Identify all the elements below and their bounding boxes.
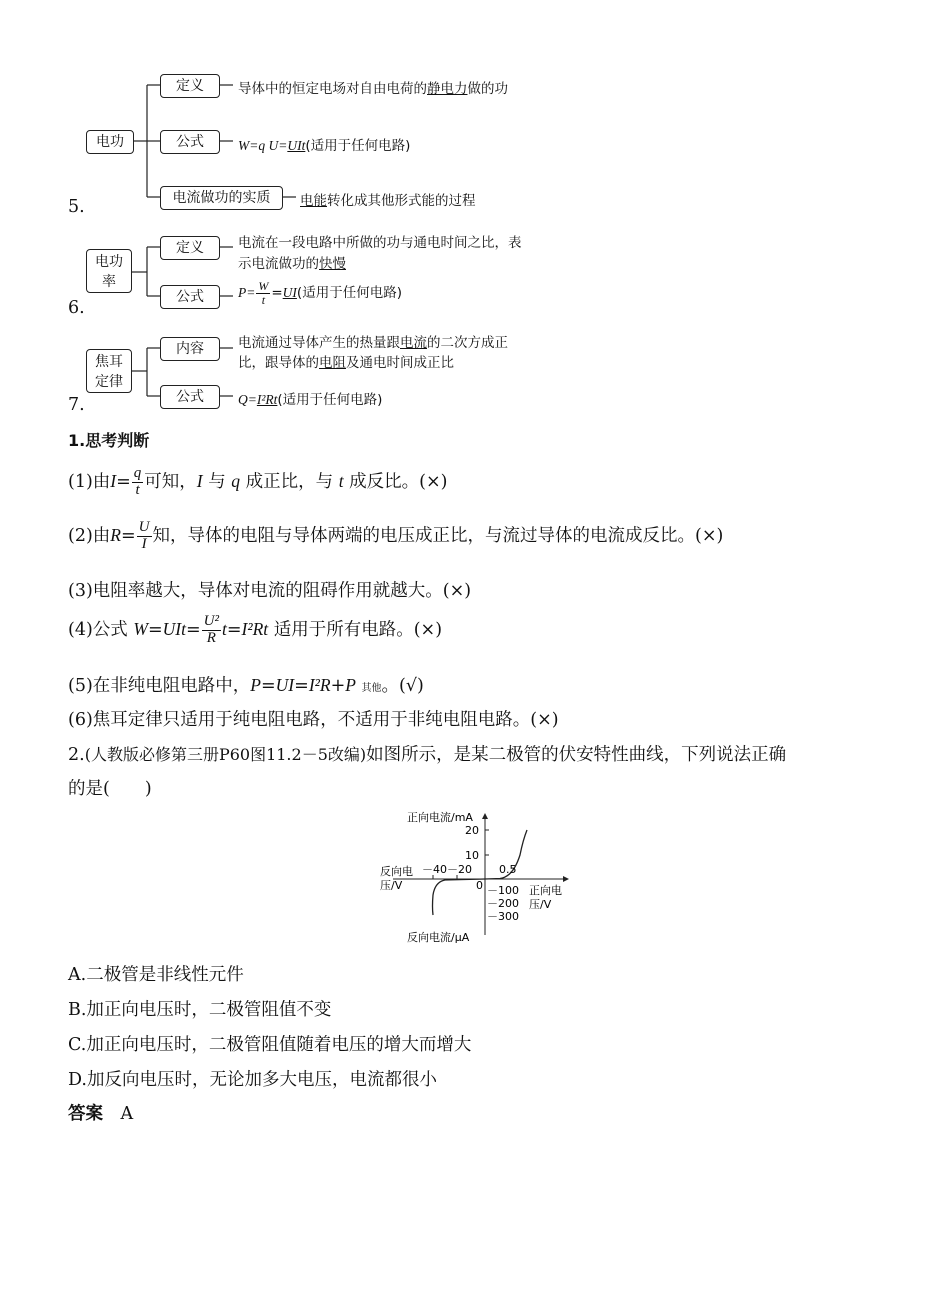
question-4: (4)公式 W=UIt= $\frac{\text{U²}}{R}$ t=I²Rt 适用于所有电路。(×)	[68, 613, 443, 646]
question-2: (2)由R= $\frac{U}{I}$ 知，导体的电阻与导体两端的电压成正比，与流过导体的电流成反比。(×)	[68, 519, 724, 552]
section-heading: 1.思考判断	[68, 431, 150, 450]
x-pos-label-1: 正向电	[529, 884, 562, 897]
definition-text: 导体中的恒定电场对自由电荷的静电力做的功	[238, 81, 508, 97]
root-box-electric-power: 电功 率	[86, 249, 132, 293]
tick-minus-300: －300	[487, 910, 519, 923]
definition-box: 定义	[160, 74, 220, 98]
content-text-line2: 比，跟导体的电阻及通电时间成正比	[238, 355, 454, 371]
content-box: 内容	[160, 337, 220, 361]
essence-box: 电流做功的实质	[160, 186, 283, 210]
x-pos-label-2: 压/V	[529, 898, 552, 911]
tick-10: 10	[465, 849, 479, 862]
definition-text-line1: 电流在一段电路中所做的功与通电时间之比，表	[238, 235, 522, 251]
item-number-7: 7.	[68, 395, 85, 415]
essence-text: 电能转化成其他形式能的过程	[300, 193, 476, 209]
formula-box: 公式	[160, 130, 220, 154]
root-box-joule-law: 焦耳 定律	[86, 349, 132, 393]
tick-minus-20: －20	[447, 863, 472, 876]
formula-text: Q=I²Rt(适用于任何电路)	[238, 392, 383, 408]
x-neg-label-2: 压/V	[380, 879, 403, 892]
definition-text-line2: 示电流做功的快慢	[238, 256, 346, 272]
x-axis-arrow	[563, 876, 569, 882]
question-1: (1)由I= $\frac{q}{t}$ 可知，I 与 q 成正比，与 t 成反比。(×)	[68, 465, 448, 498]
tick-0: 0	[476, 879, 483, 892]
option-a: A.二极管是非线性元件	[68, 965, 244, 985]
question-stem-line2: 的是( )	[68, 779, 152, 799]
y-neg-label: 反向电流/μA	[407, 931, 470, 944]
option-b: B.加正向电压时，二极管阻值不变	[68, 1000, 332, 1020]
formula-box: 公式	[160, 385, 220, 409]
formula-text: P= $\frac{W}{t}$ =UI(适用于任何电路)	[238, 279, 402, 307]
y-axis-arrow	[482, 813, 488, 819]
formula-text: W=q U=UIt(适用于任何电路)	[238, 138, 411, 154]
question-3: (3)电阻率越大，导体对电流的阻碍作用就越大。(×)	[68, 581, 472, 601]
y-pos-label: 正向电流/mA	[407, 811, 473, 824]
content-text-line1: 电流通过导体产生的热量跟电流的二次方成正	[238, 335, 508, 351]
tick-minus-40: －40	[422, 863, 447, 876]
definition-box: 定义	[160, 236, 220, 260]
question-6: (6)焦耳定律只适用于纯电阻电路，不适用于非纯电阻电路。(×)	[68, 710, 559, 730]
option-d: D.加反向电压时，无论加多大电压，电流都很小	[68, 1070, 437, 1090]
x-neg-label-1: 反向电	[380, 865, 413, 878]
tick-minus-100: －100	[487, 884, 519, 897]
diode-iv-curve-figure	[375, 805, 575, 947]
tick-minus-200: －200	[487, 897, 519, 910]
question-5: (5)在非纯电阻电路中，P=UI=I²R+P 其他。(√)	[68, 675, 424, 696]
formula-box: 公式	[160, 285, 220, 309]
root-box-electric-work: 电功	[86, 130, 134, 154]
question-stem: 2.(人教版必修第三册P60图11.2－5改编)如图所示，是某二极管的伏安特性曲线，下列说法正确	[68, 745, 787, 765]
option-c: C.加正向电压时，二极管阻值随着电压的增大而增大	[68, 1035, 472, 1055]
item-number-6: 6.	[68, 298, 85, 318]
tick-20: 20	[465, 824, 479, 837]
answer: 答案 A	[68, 1104, 134, 1124]
item-number-5: 5.	[68, 197, 85, 217]
tick-0-5: 0.5	[499, 863, 517, 876]
